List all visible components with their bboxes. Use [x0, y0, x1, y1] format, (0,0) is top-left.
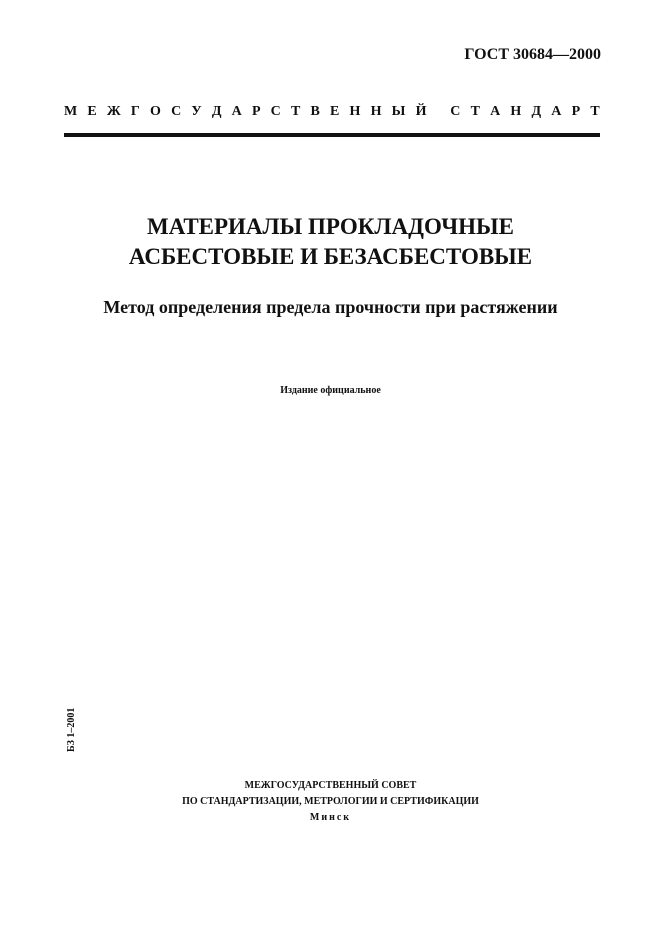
standard-number: ГОСТ 30684—2000	[464, 46, 601, 63]
standard-type-letter: Д	[531, 104, 542, 119]
standard-type-letter: Т	[290, 104, 301, 119]
standard-type-letter: Н	[370, 104, 382, 119]
standard-type-letter: С	[270, 104, 281, 119]
standard-type-letter: Т	[470, 104, 480, 119]
title-line-1: МАТЕРИАЛЫ ПРОКЛАДОЧНЫЕ	[147, 214, 514, 239]
edition-note: Издание официальное	[280, 385, 381, 396]
standard-type-letter: Ы	[391, 104, 406, 119]
standard-type-letter	[437, 104, 441, 120]
standard-type-letter: В	[310, 104, 320, 119]
standard-type-letter: У	[191, 104, 202, 119]
standard-type-letter: А	[231, 104, 242, 119]
standard-type-letter: С	[450, 104, 461, 119]
standard-type-letter: О	[150, 104, 161, 119]
standard-type-letter: Р	[251, 104, 261, 119]
title-line-2: АСБЕСТОВЫЕ И БЕЗАСБЕСТОВЫЕ	[128, 244, 533, 269]
standard-type-letter: Й	[415, 104, 427, 119]
header-rule	[64, 133, 600, 137]
document-title	[0, 212, 661, 272]
standard-type-letter: А	[490, 104, 501, 119]
publisher	[0, 778, 661, 826]
standard-type-letter: М	[64, 104, 78, 119]
standard-type-letter: Н	[510, 104, 522, 119]
side-note: БЗ 1–2001	[66, 707, 77, 752]
standard-type-letter: Н	[349, 104, 361, 119]
standard-type-letter: Р	[571, 104, 581, 119]
standard-type-letter: Т	[590, 104, 600, 119]
standard-type-letter: Ж	[106, 104, 121, 119]
document-subtitle: Метод определения предела прочности при растяжении	[103, 297, 558, 317]
standard-type-letter: Г	[130, 104, 140, 119]
standard-type	[64, 104, 600, 120]
standard-type-letter: С	[171, 104, 182, 119]
publisher-line-2: ПО СТАНДАРТИЗАЦИИ, МЕТРОЛОГИИ И СЕРТИФИКАЦИИ	[182, 796, 479, 807]
standard-type-letter: Е	[330, 104, 340, 119]
standard-type-letter: Е	[87, 104, 97, 119]
standard-type-letter: Д	[211, 104, 222, 119]
standard-type-letter: А	[551, 104, 562, 119]
publisher-city: Минск	[309, 812, 352, 823]
publisher-line-1: МЕЖГОСУДАРСТВЕННЫЙ СОВЕТ	[244, 780, 417, 791]
